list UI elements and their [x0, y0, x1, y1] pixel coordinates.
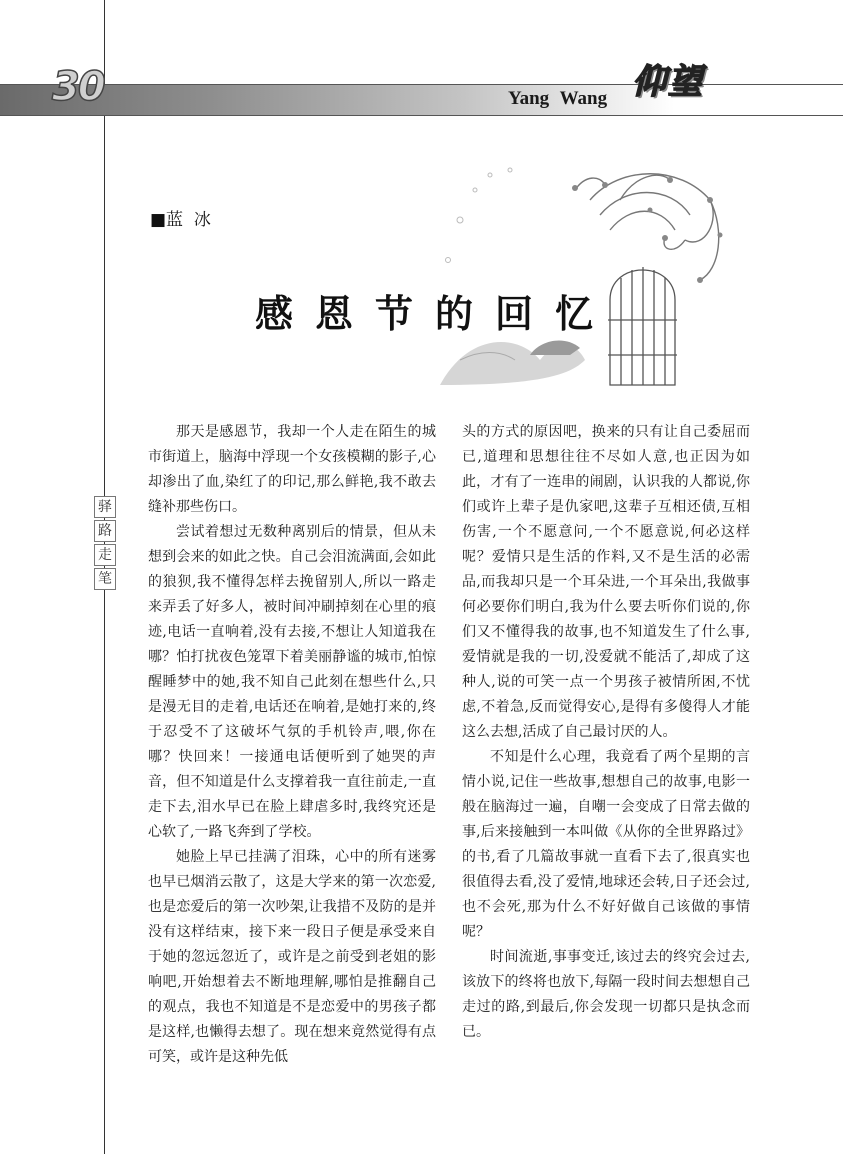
- side-label-char: 走: [94, 544, 116, 566]
- header-band: [0, 84, 843, 116]
- text-column-left: [148, 420, 436, 1070]
- article-title: 感恩节的回忆: [255, 292, 616, 336]
- column-logo: 仰望: [632, 62, 704, 102]
- birdcage-illustration: [420, 160, 740, 400]
- page-number: 30: [52, 64, 104, 110]
- side-label-char: 路: [94, 520, 116, 542]
- paragraph: 她脸上早已挂满了泪珠，心中的所有迷雾也早已烟消云散了，这是大学来的第一次恋爱,也是恋爱后的第一次吵架,让我措不及防的是并没有这样结束，接下来一段日子便是承受来自于她的忽远忽近了，或许是之前受到老姐的影响吧,开始想着去不断地理解,哪怕是推翻自己的观点，我也不知道是不是恋爱中的男孩子都是这样,也懒得去想了。现在想来竟然觉得有点可笑，或许是这种先低: [148, 849, 436, 1065]
- paragraph: 头的方式的原因吧，换来的只有让自己委屈而已,道理和思想往往不尽如人意,也正因为如此，才有了一连串的闹剧，认识我的人都说,你们或许上辈子是仇家吧,这辈子互相还债,互相伤害,一个不愿意问,一个不愿意说,何必这样呢？爱情只是生活的作料,又不是生活的必需品,而我却只是一个耳朵进,一个耳朵出,我做事何必要你们明白,我为什么要去听你们说的,你们又不懂得我的故事,也不知道发生了什么事,爱情就是我的一切,没爱就不能活了,却成了这种人,说的可笑一点一个男孩子被情所困,不忧虑,不着急,反而觉得安心,是得有多傻得人才能这么去想,活成了自己最讨厌的人。: [462, 424, 750, 740]
- paragraph: 时间流逝,事事变迁,该过去的终究会过去,该放下的终将也放下,每隔一段时间去想想自己走过的路,到最后,你会发现一切都只是执念而已。: [462, 949, 750, 1040]
- side-section-label: [94, 496, 116, 590]
- article-author: ■蓝 冰: [150, 210, 211, 230]
- text-column-right: [462, 420, 750, 1045]
- side-label-char: 笔: [94, 568, 116, 590]
- paragraph: 不知是什么心理，我竟看了两个星期的言情小说,记住一些故事,想想自己的故事,电影一般在脑海过一遍，自嘲一会变成了日常去做的事,后来接触到一本叫做《从你的全世界路过》的书,看了几篇故事就一直看下去了,很真实也很值得去看,没了爱情,地球还会转,日子还会过,也不会死,那为什么不好好做自己该做的事情呢？: [462, 749, 750, 940]
- paragraph: 尝试着想过无数种离别后的情景，但从未想到会来的如此之快。自己会泪流满面,会如此的狼狈,我不懂得怎样去挽留别人,所以一路走来弄丢了好多人，被时间冲刷掉刻在心里的痕迹,电话一直响着,没有去接,不想让人知道我在哪？怕打扰夜色笼罩下着美丽静谧的城市,怕惊醒睡梦中的她,我不知自己此刻在想些什么,只是漫无目的走着,电话还在响着,是她打来的,终于忍受不了这破坏气氛的手机铃声,喂,你在哪？快回来！一接通电话便听到了她哭的声音，但不知道是什么支撑着我一直往前走,一直走下去,泪水早已在脸上肆虐多时,我终究还是心软了,一路飞奔到了学校。: [148, 524, 436, 840]
- paragraph: 那天是感恩节，我却一个人走在陌生的城市街道上，脑海中浮现一个女孩模糊的影子,心却渗出了血,染红了的印记,那么鲜艳,我不敢去缝补那些伤口。: [148, 424, 436, 515]
- side-label-char: 驿: [94, 496, 116, 518]
- column-pinyin: Yang Wang: [508, 88, 608, 109]
